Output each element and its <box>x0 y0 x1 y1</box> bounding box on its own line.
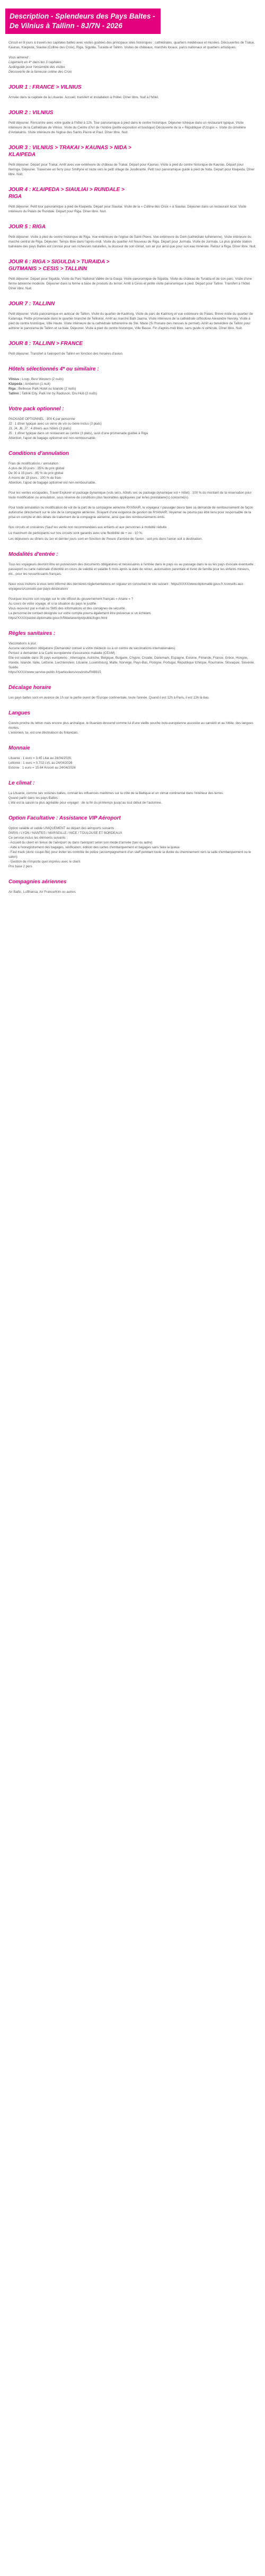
entry-paragraph: Tous les voyageurs devront être en possession des documents obligatoires et nécessaires à l'entrée dans le pays ou au passage dans le ou les pays d'escale éventuelle : passeport ou carte nationale d'identité en cours de validité et valable 6 mois après la date de retour, autorisation parentale et livret de famille pour les enfants mineurs, etc., pour les ressortissants français. <box>8 563 255 576</box>
airlines-paragraph: Air Baltic, Lufthansa, Air France/Klm ou autres <box>8 890 76 894</box>
package-line: J3, J4, J6, J7 : 4 dîners aux hôtels (3 plats) <box>8 427 71 430</box>
day-heading-line: JOUR 6 : RIGA > SIGULDA > TURAIDA > <box>8 259 110 265</box>
day-heading <box>8 144 257 158</box>
highlights-title: Vous aimerez : <box>8 56 31 59</box>
day-text: Petit déjeuner. Visite à pied du centre historique de Riga. Vue extérieure de l'église de Saint-Pierre. Vue extérieure du Dom (cathédrale luthérienne). Visite intérieure du marché central de Riga. Déjeuner. Temps libre dans l'après-midi. Visite du quartier Art Nouveau de Riga. Départ pour Jurmala. Visite de Jurmala. La plus grande station balnéaire des pays Baltes est connue pour ses richesses naturelles, la douceur de son climat, son air pur ainsi que pour son eau minérale. Retour à Riga. Dîner libre. Nuit. <box>8 235 257 248</box>
day-text: Petit déjeuner. Visite panoramique en autocar de Tallinn. Visite du quartier de Kadriorg. Visite du parc de Kadriorg et vue extérieure du Palais. Brève visite du quartier de Kalamaja. Petite promenade dans le quartier branché de Telliskivi. Arrêt au marché Balti Jaama. Visite intérieure de la cathédrale orthodoxe Alexandre Nevsky. Visite à pied du centre historique, Ville Haute. Visite intérieure de la cathédrale luthérienne de Ste. Marie (Si l'horaire des messes le permet). Arrêt au belvédère de Tallinn pour admirer le panorama de Tallinn et sa baie. Déjeuner. Visite à pied du centre historique, Ville Basse. Fin d'après-midi libre, sans guide ni véhicule. Dîner libre. Nuit. <box>8 312 253 330</box>
cancellation-paragraph: Pour toute annulation ou modification de vol de la part de la compagnie aérienne RYANAIR, le voyageur / passager devra faire sa demande de remboursement de façon autonome directement sur le site de la compagnie aérienne. Si/ayant d'une exigence de gestion de RYANAIR. Veyamer ne pourra pas être tenu pour responsable de la prise en compte et des délais de traitement de la compagnie aérienne, ainsi que des remboursements émis. <box>8 506 253 519</box>
day-heading-line: JOUR 5 : RIGA <box>8 224 46 230</box>
entry-heading: Modalités d'entrée : <box>8 552 58 557</box>
day-heading <box>8 340 257 347</box>
highlight-item: Découverte de la fameuse colline des Croix <box>8 70 72 74</box>
health-paragraph: Vaccinations à jour. Aucune vaccination obligatoire (Demandez conseil à votre médecin ou à un centre de vaccinations internationales). Pensez à demander à la Carte européenne d'assurance maladie (CEAM) : Elle est valable dans 30 pays européens : Allemagne, Autriche, Belgique, Bulgarie, Chypre, Croatie, Danemark, Espagne, Estonie, Finlande, France, Grèce, Hongrie, Irlande, Islande, Italie, Lettonie, Liechtenstein, Lituanie, Luxembourg, Malte, Norvège, Pays-Bas, Pologne, Portugal, République tchèque, Roumanie, Slovaquie, Slovénie, Suède. https//XXXX/www.service-public.fr/particuliers/vosdroits/R49815 <box>8 642 255 674</box>
currency-heading: Monnaie <box>8 745 30 751</box>
entry-paragraph: Nous vous invitons à vous tenir informé des dernières réglementations en vigueur en consultant le site suivant : https//XXXX/www.diplomatie.gouv.fr /conseils-aux-voyageurs/conseils-par-pays-destination/ <box>8 582 244 591</box>
day-section <box>8 340 257 356</box>
package-line: J2 : 1 dîner typique avec un verre de vin ou bière inclus (3 plats) <box>8 422 102 426</box>
package-heading: Votre pack optionnel : <box>8 406 64 412</box>
day-heading-line: JOUR 8 : TALLINN > FRANCE <box>8 341 83 347</box>
package-line: J5 : 1 dîner typique dans un restaurant au centre (3 plats), suivi d'une promenade guidée à Riga <box>8 432 148 435</box>
hotel-city: Riga : <box>8 387 18 391</box>
day-heading <box>8 84 257 91</box>
package-list <box>8 417 257 441</box>
hotel-item <box>8 382 257 386</box>
hotel-names: Tallink City, Park Inn by Radisson, Oru Hub (2 nuits) <box>21 392 98 395</box>
day-section <box>8 84 257 100</box>
day-text: Petit déjeuner. Départ pour Trakai. Arrêt avec vue extérieure du château de Trakai. Départ pour Kaunas. Visite à pied du centre historique de Kaunas. Départ pour Neringa. Déjeuner. Traversée en ferry pour Smiltynė et route vers le petit village de Juodkrantė. Petit tour panoramique guidé à pied de Nida. Départ pour Klaipeda. Dîner libre. Nuit. <box>8 163 255 176</box>
day-heading-line: JOUR 4 : KLAIPEDA > SIAULIAI > RUNDALE > <box>8 187 125 193</box>
highlight-item: Logement en 4* dans les 3 capitales <box>8 61 61 64</box>
hotel-city: Vilnius : <box>8 377 21 381</box>
day-section <box>8 259 257 291</box>
package-note: Attention, l'ajout de bagage optionnel est non-remboursable. <box>8 436 96 440</box>
day-section <box>8 300 257 331</box>
vip-option-heading: Option Facultative : Assistance VIP Aéroport <box>8 815 121 821</box>
cancellation-paragraph: Nos circuits et croisières (Sauf les vente non recommandées aux enfants et aux personnes à mobilité réduite. <box>8 525 167 529</box>
day-heading-line: JOUR 7 : TALLINN <box>8 301 55 307</box>
day-text: Petit déjeuner. Rencontre avec votre guide à l'hôtel à 12h. Tour panoramique à pied dans le centre historique. Déjeuner tchèque dans un restaurant typique. Visite intérieure de la Cathédrale de Vilnius. Visite du Centre d'Art de l'Ambre (petite exposition et boutique) Découverte de la « République d'Uzupis ». Visite du cimetière d'Antakalnis. Visite intérieure de l'église des Saints Pierre et Paul. Dîner libre. Nuit. <box>8 121 246 134</box>
day-heading-line: JOUR 3 : VILNIUS > TRAKAI > KAUNAS > NIDA > <box>8 145 131 151</box>
hotel-item <box>8 391 257 396</box>
day-heading-line: JOUR 2 : VILNIUS <box>8 110 54 116</box>
currency-paragraph: Lituanie : 1 euro = 3.45 Litai au 24/04/2026 Lettonie : 1 euro = 0.702 LVL au 24/04/2026 Estonie : 1 euro = 15.64 Kroonl au 24/04/2026 <box>8 756 76 770</box>
day-heading <box>8 223 257 230</box>
cancellation-fees <box>8 461 257 485</box>
cancellation-line: A moins de 15 jours : 100 % de frais <box>8 476 61 480</box>
timezone-paragraph: Les pays baltes sont en avance de 1h sur la partie ouest de l'Europe continentale, toute l'année. Quand il est 12h à Paris, il est 13h là-bas. <box>8 696 210 700</box>
day-text: Petit déjeuner. Petit tour panoramique à pied de Klaipeda. Départ pour Siauliai. Visite de la « Colline des Croix » à Siauliai. Déjeuner dans un restaurant local. Visite intérieure du Palais de Rundale. Départ pour Riga. Dîner libre. Nuit. <box>8 205 246 213</box>
cancellation-line: Frais de modifications / annulation : <box>8 462 60 466</box>
hotel-item <box>8 386 257 391</box>
day-heading <box>8 300 257 307</box>
airlines-heading: Compagnies aériennes <box>8 879 67 885</box>
climate-paragraph: La Lituanie, comme ses voisines baltes, connait les influences maritimes sur la côte de la Baltique et un climat continental dans l'intérieur des terres. Quand partir dans les pays Baltes : L'été est la saison la plus agréable pour voyager : de la fin du printemps jusqu'au tout début de l'automne. <box>8 791 224 805</box>
hotel-city: Tallinn : <box>8 392 21 395</box>
cancellation-paragraph: Le maximum de participants sur nos circuits sont garantis avec une flexibilité de + ou - 10 %. <box>8 531 143 535</box>
languages-heading: Langues <box>8 710 31 716</box>
cancellation-paragraph: Les déjeuners ou dîners du 1er et dernier jours sont en fonction de l'heure d'arrivée de l'avion : soit pris dans l'avion soit à destination. <box>8 537 203 541</box>
entry-paragraph: Pourquoi inscrire son voyage sur le site officiel du gouvernement français « Ariane » ? Au cours de votre voyage, et si la situation du pays le justifie : Vous recevrez par e-mail ou SMS des informations et des consignes de sécurité. La personne de contact désignée sur votre compte pourra également être prévenue si un échéant. https//XXXX/pastel.diplomatie.gouv.fr/fildariane/dyn/public/login.html <box>8 597 152 620</box>
timezone-heading: Décalage horaire <box>8 685 51 691</box>
itinerary-page <box>0 0 265 910</box>
cancellation-heading: Conditions d'annulation <box>8 451 69 456</box>
cancellation-paragraph: Pour les ventes escapades, Travel Explorer et package dynamique (vols secs, hôtels sec ou package dynamique vol + hôtel) : 100 % du montant de la réservation pour toute modification ou annulation, sous réserve de conditions plus favorables appliquées par le/les prestataire(s) concerné(s). <box>8 491 252 499</box>
day-section <box>8 144 257 177</box>
vip-option-paragraph: Option valable et valide UNIQUEMENT au départ des aéroports suivants : PARIS / LYON / NANTES / MARSEILLE / NICE / TOULOUSE ET BORDEAUX Ce service inclus les éléments suivants : - Accueil du client en tenue de l'aéroport ou dans l'aéroport selon son mode d'arrivée (taxi ou autre) - Aide à l'enregistrement des bagages, vérification, édition des cartes d'embarquement et bagages sans faire la queue - Fast track (donc coupe-file) pour éviter les contrôle de police (accompagnement d'un staff pendant toute la durée du cheminement vers la salle d'embarquement ou le salon) - Gestion de n'importe quel imprévu avec le client Prix base 2 pers <box>8 826 251 868</box>
package-line: PACKAGE OPTIONNEL : 300 € par personne <box>8 417 75 421</box>
cancellation-line: A plus de 30 jours : 35% du prix global <box>8 467 65 470</box>
hotel-names: Loop, Best Western (2 nuits) <box>21 377 64 381</box>
day-text: Petit déjeuner. Départ pour Sigulda. Visite du Parc National Vallée de la Gauja. Visite panoramique de Sigulda. Visite du château de Turaida et de son parc. Visite d'une ferme latvienne modeste. Déjeuner dans la ferme à base de produits du terroir. Arrêt à Cesis et petite visite panoramique à pied. Départ pour Tallinn. Transfert à l'hôtel. Dîner libre. Nuit. <box>8 277 252 290</box>
hotels-list <box>8 377 257 396</box>
day-heading <box>8 109 257 116</box>
day-section <box>8 223 257 249</box>
day-text: Arrivée dans la capitale de la Lituanie. Accueil, transfert et installation à l'hôtel. Dîner libre. Nuit à l'hôtel. <box>8 96 159 99</box>
title-banner <box>5 8 161 34</box>
health-heading: Règles sanitaires : <box>8 631 56 636</box>
day-text: Petit déjeuner. Transfert à l'aéroport de Tallinn en fonction des horaires d'avion. <box>8 352 123 356</box>
day-heading <box>8 259 257 272</box>
day-heading-line: KLAIPEDA <box>8 152 36 158</box>
intro-paragraph: Circuit en 8 jours à travers les capitales baltes avec visites guidées des principaux sites historiques : cathédrales, quartiers médiévaux et musées. Découvertes de Trakai, Kaunas, Klaipeda, Siauliai (Colline des Croix), Riga, Sigulda, Turaida et Tallinn. Visites de châteaux, marchés locaux, parcs nationaux et quartiers artistiques. <box>8 41 255 49</box>
day-heading-line: JOUR 1 : FRANCE > VILNIUS <box>8 84 82 90</box>
day-heading-line: GUTMANIS > CESIS > TALLINN <box>8 266 87 272</box>
day-section <box>8 109 257 135</box>
day-heading-line: RIGA <box>8 194 22 200</box>
hotel-city: Klaipeda : <box>8 382 24 386</box>
title-line-1: Description - Splendeurs des Pays Baltes - <box>10 12 155 20</box>
day-section <box>8 186 257 214</box>
days-list <box>8 84 257 356</box>
hotel-item <box>8 377 257 382</box>
languages-paragraph: Couvin proche du letton mais encore plus archaïque, le lituanien descend comme lui d'une vieille souche indo-européenne associée au sanskrit et au hittite, des langues mortes. L'estonien, lui, est une déclinaison du finlandais. <box>8 721 253 735</box>
title-line-2: De Vilnius à Tallinn - 8J/7N - 2026 <box>10 22 122 30</box>
hotel-names: Amberton (1 nuit) <box>24 382 50 386</box>
highlight-item: Audioguide pour l'ensemble des visites <box>8 65 65 69</box>
hotels-heading: Hôtels sélectionnés 4* ou similaire : <box>8 366 99 372</box>
highlights-block <box>8 55 257 74</box>
cancellation-line: De 30 à 15 jours : 85 % du prix global <box>8 471 64 475</box>
day-heading <box>8 186 257 200</box>
hotel-names: Bellevue Park Hotel ou Islande (2 nuits) <box>17 387 76 391</box>
cancellation-line: Attention, l'ajout de bagage optionnel est non-remboursable. <box>8 481 96 485</box>
climate-heading: Le climat : <box>8 780 35 786</box>
